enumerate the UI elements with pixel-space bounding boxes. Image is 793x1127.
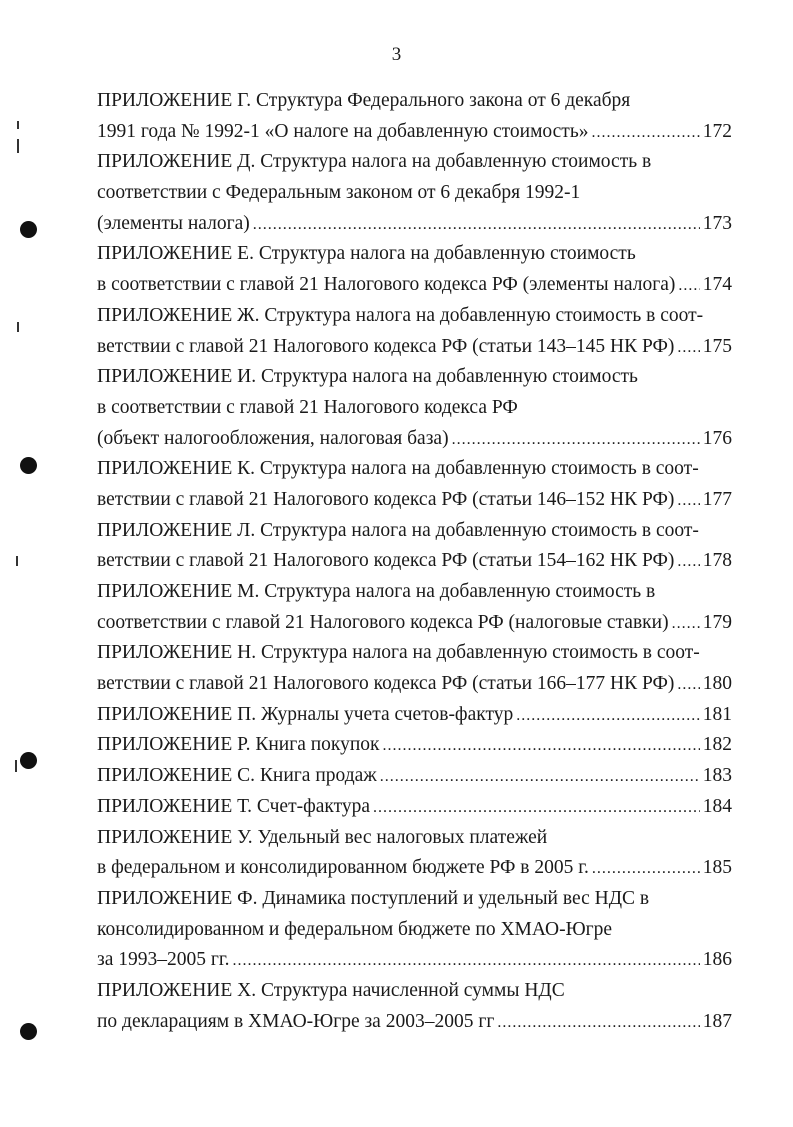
toc-entry-line <box>97 792 732 823</box>
toc-entry-line: консолидированном и федеральном бюджете по ХМАО-Югре <box>97 918 613 940</box>
toc-entry-line <box>97 945 732 976</box>
toc-entry-line: ПРИЛОЖЕНИЕ И. Структура налога на добавленную стоимость <box>97 366 638 388</box>
toc-entry-line <box>97 608 732 639</box>
binder-hole <box>20 221 37 238</box>
toc-page-number: 178 <box>702 550 732 572</box>
toc-page-number: 182 <box>702 734 732 756</box>
toc-entry <box>97 976 732 1037</box>
toc-entry-line: ПРИЛОЖЕНИЕ Х. Структура начисленной суммы НДС <box>97 979 565 1001</box>
toc-entry-line: ПРИЛОЖЕНИЕ Г. Структура Федерального закона от 6 декабря <box>97 90 631 111</box>
binder-hole <box>20 457 37 474</box>
toc-entry-line <box>97 485 732 516</box>
toc-entry-text: соответствии с главой 21 Налогового кодекса РФ (налоговые ставки) <box>97 611 669 633</box>
toc-entry <box>97 147 732 239</box>
toc-entry-line: ПРИЛОЖЕНИЕ Е. Структура налога на добавленную стоимость <box>97 243 636 265</box>
toc-entry-text: ПРИЛОЖЕНИЕ С. Книга продаж <box>97 765 377 787</box>
toc-entry-text: ветствии с главой 21 Налогового кодекса РФ (статьи 154–162 НК РФ) <box>97 550 675 572</box>
scan-speck <box>17 322 19 332</box>
dot-leader <box>672 609 700 639</box>
toc-entry <box>97 362 732 454</box>
toc-entry-line <box>97 117 732 148</box>
dot-leader <box>373 793 700 823</box>
dot-leader <box>497 1008 699 1038</box>
toc-entry-text: в соответствии с главой 21 Налогового кодекса РФ (элементы налога) <box>97 274 676 296</box>
toc-entry <box>97 577 732 638</box>
dot-leader <box>233 946 700 976</box>
toc-page-number: 174 <box>702 274 732 296</box>
dot-leader <box>516 701 700 731</box>
dot-leader <box>383 731 700 761</box>
dot-leader <box>591 118 699 148</box>
toc-entry-line: ПРИЛОЖЕНИЕ Л. Структура налога на добавленную стоимость в соот- <box>97 519 699 541</box>
toc-page-number: 184 <box>702 795 732 817</box>
toc-entry-text: ПРИЛОЖЕНИЕ Р. Книга покупок <box>97 734 380 756</box>
toc-entry <box>97 516 732 577</box>
toc-entry-text: за 1993–2005 гг. <box>97 949 230 971</box>
toc-entry-text: (объект налогообложения, налоговая база) <box>97 427 449 449</box>
toc-entry-line <box>97 270 732 301</box>
toc-page-number: 176 <box>702 427 732 449</box>
dot-leader <box>592 854 700 884</box>
toc-entry-line <box>97 669 732 700</box>
dot-leader <box>677 547 699 577</box>
toc-entry <box>97 823 732 884</box>
toc-entry-line: ПРИЛОЖЕНИЕ Ж. Структура налога на добавленную стоимость в соот- <box>97 304 704 326</box>
binder-hole <box>20 752 37 769</box>
toc-entry-line: ПРИЛОЖЕНИЕ Н. Структура налога на добавленную стоимость в соот- <box>97 642 700 664</box>
toc-entry <box>97 761 732 792</box>
scan-speck <box>15 760 17 772</box>
toc-entry-line <box>97 700 732 731</box>
toc-entry-line <box>97 761 732 792</box>
dot-leader <box>677 333 699 363</box>
dot-leader <box>452 425 700 455</box>
toc-entry-text: по декларациям в ХМАО-Югре за 2003–2005 гг <box>97 1010 495 1032</box>
toc-entry <box>97 730 732 761</box>
dot-leader <box>677 670 699 700</box>
toc-entry <box>97 239 732 300</box>
toc-page-number: 183 <box>702 765 732 787</box>
toc-entry-text: 1991 года № 1992-1 «О налоге на добавленную стоимость» <box>97 120 589 142</box>
toc-entry-line: ПРИЛОЖЕНИЕ Д. Структура налога на добавленную стоимость в <box>97 151 652 173</box>
toc-entry-line <box>97 730 732 761</box>
toc-entry-text: ветствии с главой 21 Налогового кодекса РФ (статьи 146–152 НК РФ) <box>97 488 675 510</box>
toc-entry <box>97 792 732 823</box>
toc-entry-text: ПРИЛОЖЕНИЕ П. Журналы учета счетов-фактур <box>97 703 514 725</box>
toc-page-number: 175 <box>702 335 732 357</box>
toc-entry-line: ПРИЛОЖЕНИЕ М. Структура налога на добавленную стоимость в <box>97 581 656 602</box>
toc-page-number: 180 <box>702 673 732 695</box>
toc-entry-line <box>97 332 732 363</box>
dot-leader <box>253 210 700 240</box>
toc-entry-line <box>97 1007 732 1038</box>
toc-page-number: 186 <box>702 949 732 971</box>
toc-page-number: 179 <box>702 611 732 633</box>
toc-entry-line <box>97 424 732 455</box>
toc-entry-text: ПРИЛОЖЕНИЕ Т. Счет-фактура <box>97 795 371 817</box>
toc-entry <box>97 301 732 362</box>
page-number: 3 <box>391 44 402 65</box>
toc-entry-line: соответствии с Федеральным законом от 6 декабря 1992-1 <box>97 182 581 204</box>
toc-entry <box>97 700 732 731</box>
table-of-contents <box>97 86 732 1037</box>
dot-leader <box>380 762 700 792</box>
binder-hole <box>20 1023 37 1040</box>
toc-entry-line <box>97 853 732 884</box>
toc-entry <box>97 86 732 147</box>
toc-entry <box>97 454 732 515</box>
scan-speck <box>16 556 18 566</box>
toc-entry-text: ветствии с главой 21 Налогового кодекса РФ (статьи 143–145 НК РФ) <box>97 335 675 357</box>
scan-speck <box>17 139 19 153</box>
toc-entry <box>97 884 732 976</box>
toc-entry-text: (элементы налога) <box>97 212 250 234</box>
toc-page-number: 187 <box>702 1010 732 1032</box>
toc-entry-line <box>97 546 732 577</box>
toc-entry-line: в соответствии с главой 21 Налогового кодекса РФ <box>97 396 518 418</box>
dot-leader <box>677 486 699 516</box>
dot-leader <box>678 271 699 301</box>
toc-entry-line: ПРИЛОЖЕНИЕ К. Структура налога на добавленную стоимость в соот- <box>97 458 699 480</box>
toc-entry-line <box>97 209 732 240</box>
toc-page-number: 173 <box>702 212 732 234</box>
toc-page-number: 172 <box>702 120 732 142</box>
toc-entry-text: ветствии с главой 21 Налогового кодекса РФ (статьи 166–177 НК РФ) <box>97 673 675 695</box>
toc-page-number: 181 <box>702 703 732 725</box>
toc-entry <box>97 638 732 699</box>
scan-speck <box>17 121 19 129</box>
toc-entry-line: ПРИЛОЖЕНИЕ Ф. Динамика поступлений и удельный вес НДС в <box>97 887 650 909</box>
toc-page-number: 177 <box>702 488 732 510</box>
toc-entry-line: ПРИЛОЖЕНИЕ У. Удельный вес налоговых платежей <box>97 826 548 848</box>
toc-entry-text: в федеральном и консолидированном бюджете РФ в 2005 г. <box>97 857 589 879</box>
toc-page-number: 185 <box>702 857 732 879</box>
